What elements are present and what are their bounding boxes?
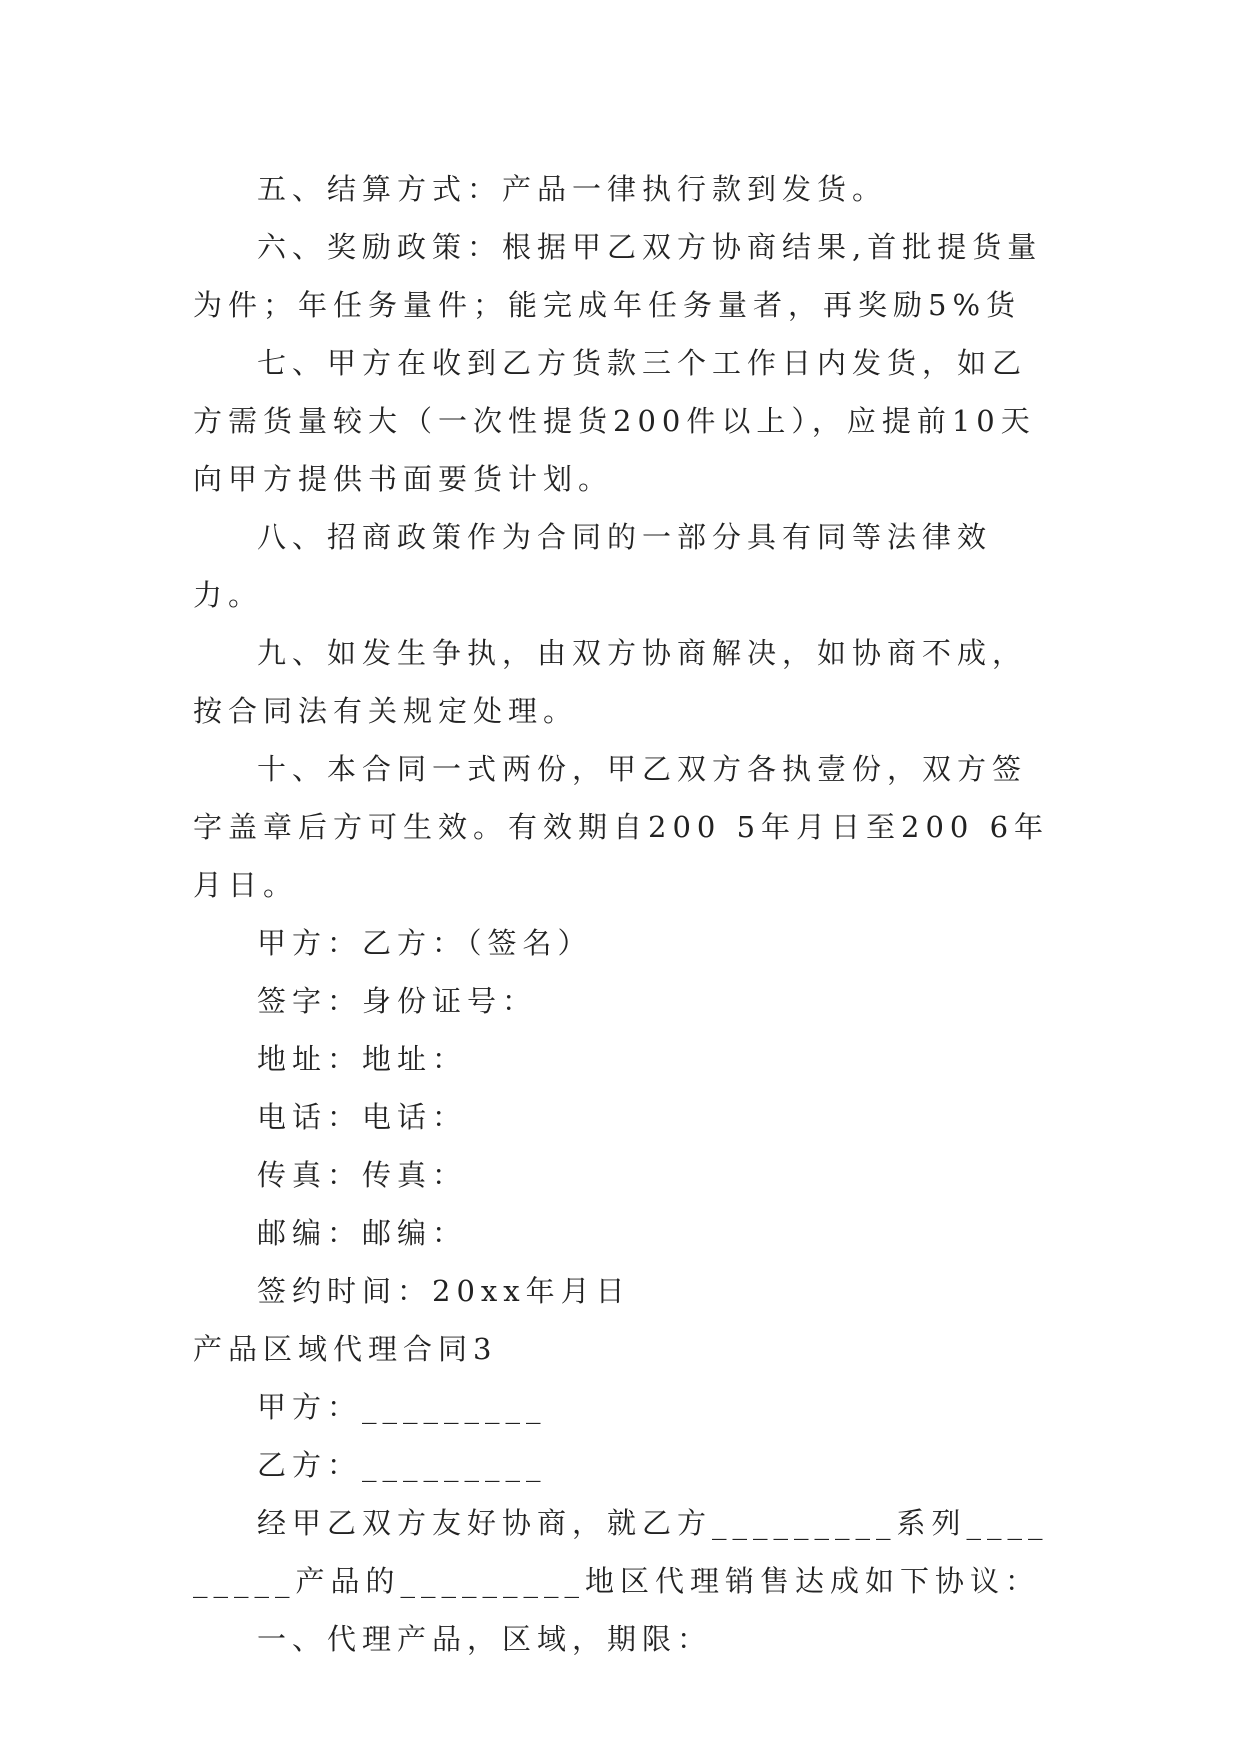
paragraph-investment-policy: 八、招商政策作为合同的一部分具有同等法律效力。	[193, 520, 993, 612]
contract-title: 产品区域代理合同3	[193, 1332, 498, 1366]
party-b-line: 乙方：_________	[257, 1448, 547, 1482]
paragraph-dispute: 九、如发生争执，由双方协商解决，如协商不成，按合同法有关规定处理。	[193, 636, 1028, 728]
section-agency-products: 一、代理产品，区域，期限：	[257, 1622, 713, 1656]
signature-id-line: 签字：身份证号：	[257, 984, 538, 1018]
paragraph-validity: 十、本合同一式两份，甲乙双方各执壹份，双方签字盖章后方可生效。有效期自200 5年月日至200 6年月日。	[193, 752, 1050, 902]
fax-line: 传真：传真：	[257, 1158, 468, 1192]
paragraph-delivery: 七、甲方在收到乙方货款三个工作日内发货，如乙方需货量较大（一次性提货200件以上），应提前10天向甲方提供书面要货计划。	[193, 346, 1036, 496]
paragraph-settlement: 五、结算方式：产品一律执行款到发货。	[257, 172, 888, 206]
signing-date-line: 签约时间：20xx年月日	[257, 1274, 631, 1308]
postcode-line: 邮编：邮编：	[257, 1216, 468, 1250]
paragraph-agreement-intro: 经甲乙双方友好协商，就乙方_________系列_________产品的_________地区代理销售达成如下协议：	[193, 1506, 1049, 1598]
paragraph-incentive-policy: 六、奖励政策：根据甲乙双方协商结果,首批提货量为件；年任务量件；能完成年任务量者，再奖励5%货	[193, 230, 1043, 322]
document-page	[193, 160, 1053, 1668]
signature-parties-line: 甲方：乙方：（签名）	[257, 926, 593, 960]
phone-line: 电话：电话：	[257, 1100, 468, 1134]
address-line: 地址：地址：	[257, 1042, 468, 1076]
party-a-line: 甲方：_________	[257, 1390, 547, 1424]
